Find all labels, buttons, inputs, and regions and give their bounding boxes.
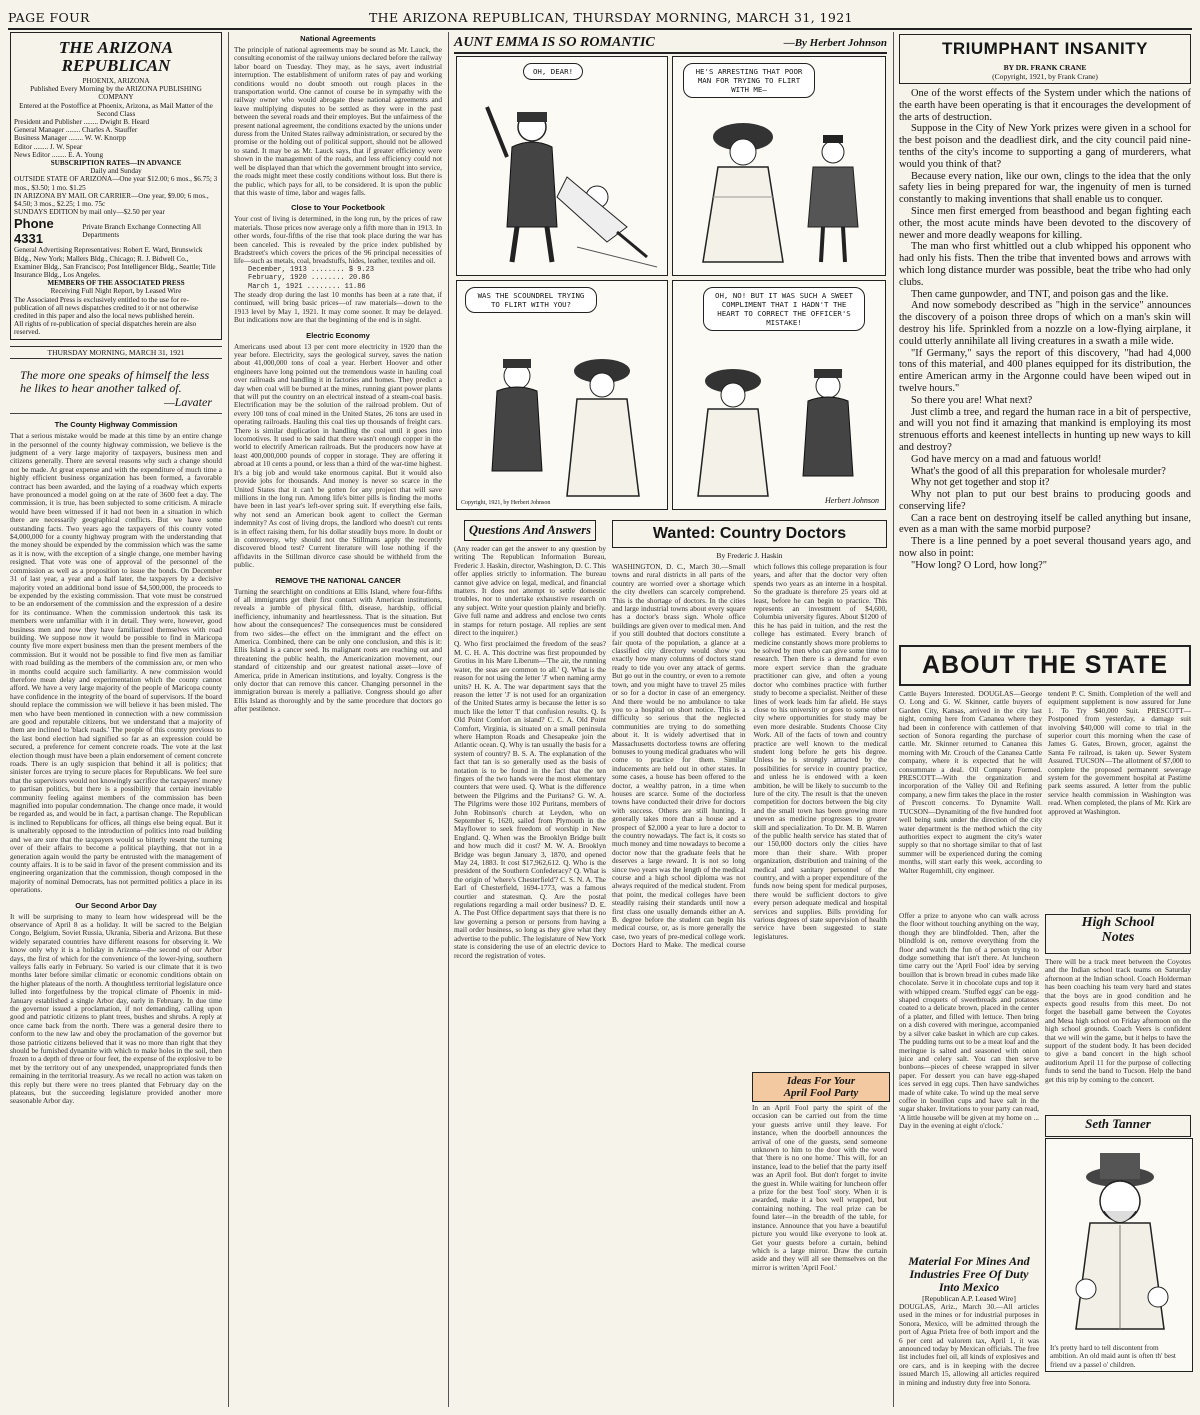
april-fool-article: [752, 1104, 887, 1404]
quote-attribution: —Lavater: [164, 394, 212, 409]
masthead-publisher: Published Every Morning by the ARIZONA PUBLISHING COMPANY: [30, 85, 202, 102]
price-row: March 1, 1921 ........ 11.86: [248, 282, 366, 291]
quote-text: The more one speaks of himself the less he likes to hear another talked of.: [20, 367, 210, 396]
comic-header: [454, 34, 887, 54]
editorial-body: Americans used about 13 per cent more electricity in 1920 than the year before. Electricity, says the geological survey, saves the nation about 41,000,000 tons of coal a year. Herbert Hoover and other engineers have long pointed out the tremendous waste in hauling coal over railroads and handling it in factories and homes. They predict a day when coal will be burned at the mines, running giant power plants that will put the country on an electrical instead of a steam-coal basis. Electrification may be the solution of the railroad problem. Out of every 100 tons of coal mined in the United States, 26 tons are used in operating railroads. Hauling this coal ties up thousands of freight cars. There is similar duplication in handling the coal until it goes into locomotives. It used to be said that there wasn't enough copper in the world to electrify American railroads. But the producers now have at least 400,000,000 pounds of copper in storage. They are offering it abroad at 10 cents a pound, or less than a third of the war-time highest. It's a big job and would take enormous capital. But it would also provide jobs for thousands. And money is never so scarce in the United States that it can't be gotten for any project that will save millions in the long run. Among life's bitter pills is finding the moths have been in last year's left-over spring suit. If everything else fails, why not send an American book agent to collect the German indemnity? As cost of living drops, the landlord who doesn't cut rents is in effect raising them, for his dollar steadily buys more. In doubt or in controversy, why should not the Stillmans apply the recently discovered blood test? Current literature will lose nothing if the affidavits in the Stillman divorce case should be withheld from the public.: [234, 341, 442, 570]
april-fool-heading: [752, 1072, 890, 1102]
price-row: December, 1913 ........ $ 9.23: [248, 265, 375, 274]
editorial-body: Turning the searchlight on conditions at Ellis Island, where four-fifths of all immigrants get their first contact with American institutions, reveals a jumble of physical filth, disease, hardship, official inefficiency, inhumanity and heartlessness. That is the situation. But how about the consequences? The consequences must be considered from two sides—the effect on the immigrant and the effect on America. Combined, there can be only one conclusion, and this is it: Ellis Island is a cancer seed. Its malignant roots are reaching out and threatening the public health, the Americanization movement, our standard of citizenship and our greatest national asset—love of America, pride in American institutions, and loyalty. Congress is the only doctor that can remove this cancer. Changing personnel in the immigration bureau is merely a palliative. Congress should go after Ellis Island as thoroughly and by the same procedure that doctors go after pestilence.: [234, 586, 442, 714]
comic-panel-3: [456, 280, 668, 510]
price-table: [234, 266, 442, 291]
policeman-arrest-drawing: [457, 57, 667, 275]
mines-body: DOUGLAS, Ariz., March 30.—All articles used in the mines or for industrial purposes in Sonora, Mexico, will be admitted through the port of Agua Prieta free of both import and the 6 per cent ad valorem tax, April 1, it was announced today by Mexican officials. The free list includes fuel oil, all kinds of explosives and ore cars, and is in keeping with the decree issued March 15, allowing all articles required in mining and industry duty free into Sonora.: [899, 1302, 1039, 1387]
masthead-entered: Entered at the Postoffice at Phoenix, Arizona, as Mail Matter of the Second Class: [19, 101, 213, 118]
triumphant-insanity-article: [899, 34, 1191, 639]
page-header: [8, 6, 1192, 30]
seth-tanner-caption: It's pretty hard to tell discontent from ambition. An old maid aunt is often th' best friend uv a passel o' children.: [1050, 1342, 1176, 1369]
paragraph: The man who first whittled out a club whipped his opponent who had only his fists. Then the tribe that invented bows and arrows with which long distance murder was possible, beat the tribe who had only clubs.: [899, 241, 1191, 288]
ad-representatives: General Advertising Representatives: Robert E. Ward, Brunswick Bldg., New York; Mallers Bldg., Chicago; R. J. Bidwell Co., Examiner Bldg., San Francisco; Post Intelligencer Bldg., Seattle; Title Insurance Bldg., Los Angeles.: [14, 246, 216, 280]
officer-questioning-drawing: [457, 281, 667, 509]
doctors-body: WASHINGTON, D. C., March 30.—Small towns and rural districts in all parts of the country are worried over a shortage which the city dwellers can scarcely comprehend. This is the shortage of doctors. In the cities and large industrial towns about every square has a doctor's brass sign. Whole office buildings are given over to medical men. And if you still doubted that doctors constitute a fair quota of the population, a glance at a classified city directory would show you exactly how many columns of doctors stand ready to tide you over any attack of germs. But go out in the country, or even to a remote town, and you might have to travel 25 miles or so for a doctor in case of an emergency. And there would be no ambulance to take you to a hospital on short notice. This is a difficulty so serious that the neglected communities are trying to do something about it. It is widely advertised that in Massachusetts doctorless towns are offering bonuses to young medical graduates who will come to practice for them. Similar inducements are held out in other states. In some cases, a house has been offered to the doctor, a wealthy patron, in a time when houses are scarce. Some of the doctorless towns have conducted their drive for doctors with success. Others are still hunting. It generally takes more than a house and a prospect of $2,000 a year to lure a doctor to the country nowadays. The fact is, it costs so much money and time nowadays to become a doctor now that the graduate feels that he deserves a large reward. It is not so long since two years was the length of the medical course and a high school diploma was not always required of the medical student. From that point, the medical colleges have been steadily raising their standards until now a first class one usually demands either an A. B. degree before the student can begin his medical course, or, as is more generally the case, two years of pre-medical college work. Doctors Hard to Make. The medical course which follows this college preparation is four years, and after that the doctor very often spends two years as an interne in a hospital. So the graduate is therefore 25 years old at least, before he can begin to practice. This represents an investment of $4,600, Columbia university figures. About $1200 of this he has paid in tuition, and the rest the college has estimated. Every branch of medicine constantly shows more problems to be solved by men who can give some time to research. Then there is a demand for even more expert service than the graduate practitioner can give, and often a young doctor who combines practice with further study to become a specialist. Neither of these lines of work leads him far afield. He stays close to his university or goes to some other city where opportunities for study may be even more desirable. Students Choose City Work. All of the facts of town and country practice are well known to the medical student long before he gets his degree. Unless he is strongly attracted by the possibilities for service in country practice, and unless he is endowed with a keen ambition, he will be likely to succumb to the lure of the city. The result is that the uneven competition for doctors between the big city and the small town has been growing more uneven as medicine progresses to greater skill and specialization. To Dr. M. B. Warren of the public health service has stated that of our 150,000 doctors only the cities have more than their share. With proper organization, distribution and training of the medical and sanitary personnel of the country, and with a proper expenditure of the funds now being spent for medical purposes, there would be sufficient doctors to give every person adequate medical and hospital services and supplies. Bills providing for various degrees of state supervision of health service have been suggested to state legislatures.: [612, 563, 887, 950]
editorial-heading: Our Second Arbor Day: [75, 900, 157, 910]
seth-tanner-cartoon: [1045, 1138, 1193, 1372]
triumph-body: [899, 88, 1191, 572]
paragraph: God have mercy on a mad and fatuous world!: [911, 453, 1102, 465]
april-fool-title-line: April Fool Party: [783, 1087, 859, 1099]
officer-line: General Manager ........ Charles A. Stauffer: [14, 126, 138, 135]
paragraph: One of the worst effects of the System under which the nations of the earth have been operating is that it encourages the development of the arts of destruction.: [899, 88, 1191, 123]
comic-panel-2: [672, 56, 886, 276]
phone-number: Phone 4331: [14, 216, 54, 247]
about-the-state: [899, 645, 1191, 903]
triumph-headline: TRIUMPHANT INSANITY: [899, 34, 1191, 63]
officer-line: Editor ........ J. W. Spear: [14, 142, 83, 151]
officer-line: Business Manager ........ W. W. Knorpp: [14, 134, 127, 143]
doctors-headline: Wanted: Country Doctors: [612, 520, 887, 548]
paragraph: So there you are! What next?: [911, 394, 1033, 406]
editorial-column-2: [234, 32, 442, 1407]
paragraph: Can a race bent on destroying itself be called anything but insane, even as a man with the same morbid purpose?: [899, 512, 1191, 536]
speech-balloon: WAS THE SCOUNDREL TRYING TO FLIRT WITH YOU?: [465, 287, 597, 313]
dateline: THURSDAY MORNING, MARCH 31, 1921: [10, 346, 222, 359]
qa-body: Q. Who first proclaimed the freedom of the seas? M. C. H. A. This doctrine was first propounded by Grotius in his Mare Liberum—'The air, the running water, the seas are common to all.' Q. What is the reason for not using the letter 'J' when naming army units? H. K. A. The war department says that the reason the letter 'J' is not used for an organization of the United States army is because the letter is so much like the letter 'I' that confusion results. Q. Is Old Point Comfort an island? C. C. A. Old Point Comfort, Virginia, is situated on a small peninsula where Hampton Roads and Chesapeake join the Atlantic ocean. Q. Why is tan usually the basis for a system of country? B. S. A. The explanation of the fact that tan is so generally used as the basis of notation is to be found in the fact that the ten fingers of the two hands were the most elementary counters that were used. Q. What is the difference between the Pilgrims and the Puritans? G. W. A. The Pilgrims were those 102 Puritans, members of John Robinson's church at Leyden, who on September 6, 1620, sailed from Plymouth in the Mayflower to seek freedom of worship in New England. Q. When was the Brooklyn Bridge built and how much did it cost? M. W. A. Brooklyn Bridge was begun January 3, 1870, and opened May 24, 1883. It cost $17,962,612. Q. Who is the president of the Southern Confederacy? Q. What is the origin of 'where's Chesterfield'? C. S. N. A. The Earl of Chesterfield, 1694-1773, was a famous courtier and statesman. Q. Are the postal regulations regarding a mail order business? D. E. A. The Post Office department says that there is no law governing a person or persons from having a mail order business, so long as they give what they advertise to the public. The legislature of New York state is considering the use of an electric device to record the registration of votes.: [454, 639, 606, 960]
editorial-heading: Close to Your Pocketbook: [291, 203, 385, 213]
rate-line: IN ARIZONA BY MAIL OR CARRIER—One year, $9.00; 6 mos., $4.50; 3 mos., $2.25; 1 mo. 75c: [14, 191, 209, 209]
rate-line: OUTSIDE STATE OF ARIZONA—One year $12.00; 6 mos., $6.75; 3 mos., $3.50; 1 mo. $1.25: [14, 175, 218, 192]
doctors-byline: By Frederic J. Haskin: [716, 551, 783, 560]
masthead-city: PHOENIX, ARIZONA: [82, 77, 150, 85]
paragraph: Just climb a tree, and regard the human race in a bit of perspective, and will you not find it amazing that mankind is employing its most strenuous efforts and keenest intellects in hunting up new ways to kill and destroy?: [899, 406, 1191, 453]
speech-balloon: OH, NO! BUT IT WAS SUCH A SWEET COMPLIMENT THAT I HADN'T THE HEART TO CORRECT THE OFFICER'S MISTAKE!: [703, 287, 865, 331]
officer-line: President and Publisher ........ Dwight B. Heard: [14, 118, 150, 127]
rates-heading: SUBSCRIPTION RATES—IN ADVANCE: [50, 159, 182, 168]
qa-intro: (Any reader can get the answer to any question by writing The Republican Information Bureau, Frederic J. Haskin, director, Washington, D. C. This offer applies strictly to information. The bureau cannot give advice on legal, medical, and financial matters. It does not attempt to settle domestic troubles, nor to undertake exhaustive research on any subject. Write your question plainly and briefly. Give full name and address and enclose two cents in stamps for return postage. All replies are sent direct to the inquirer.): [454, 544, 606, 638]
column-rule: [448, 32, 449, 1407]
state-headline: ABOUT THE STATE: [899, 645, 1191, 686]
officer-line: News Editor ........ E. A. Young: [14, 150, 104, 159]
comic-copyright: Copyright, 1921, by Herbert Johnson: [461, 500, 551, 506]
rights-notice: All rights of re-publication of special dispatches herein are also reserved.: [14, 320, 197, 337]
editorial-body: The steady drop during the last 10 months has been at a rate that, if continued, will bring basic prices—of raw materials—down to the 1913 level by May 1, 1921. It may come sooner. It may be delayed. But indications now are that the beginning of the end is in sight.: [234, 289, 442, 325]
masthead-box: [10, 32, 222, 340]
april-fool-body: In an April Fool party the spirit of the occasion can be carried out from the time your guests arrive until they leave. For instance, when the doorbell announces the arrival of one of the guests, send someone unknown to him to the door with the word that 'there is no one home.' This will, for an instance, lead to the belief that the party itself was an April fool. But don't forget to invite the guest in. While waiting for luncheon offer a prize for the best 'fool' story. When it is awarded, make it a box well wrapped, but containing nothing. The real prize can be found later—in the breadth of the table, for instance. Announce that you have a beautiful picture you would like everyone to look at. Get your guests before a curtain, behind which is a large mirror. Draw the curtain aside and they will all see themselves on the mirror is written 'April Fool.': [752, 1104, 887, 1272]
party-tips-body: Offer a prize to anyone who can walk across the floor without touching anything on the way, though they are blindfolded. Then, after the blindfold is on, remove everything from the floor and watch the fun of a person trying to dodge something that isn't there. At luncheon time carry out the 'April Fool' idea by serving bouillon that is brown bread in cubes made like chocolate. Serve it in chocolate cups and top it with whipped cream. 'Stuffed eggs' can be egg-shaped croquets of sweetbreads and potatoes coated to a delicate brown, placed in the center of a platter, and filled with lettuce. Then bring on a dish covered with meringue, accompanied by a silver cake basket in which are cup cakes. The pudding turns out to be a meat loaf and the meringue is salted and seasoned with onion juice and celery salt. You can then serve bonbons—pieces of cheese wrapped in silver paper. For dessert you can have egg-shaped ices served in egg cups. Then have sandwiches made of white cake. To wind up the meal serve coffee in bouillon cups and have salt in the sugar shaker. Invitations to your party can read, 'A little housebe will be given at my home on ... Day in the evening at eight o'clock.': [899, 912, 1039, 1131]
mines-article: [899, 1255, 1039, 1408]
paragraph: Because every nation, like our own, clings to the idea that the only safety lies in being prepared for war, the ingenuity of men is turned constantly to making inventions that shall enable us to conquer.: [899, 170, 1191, 206]
paragraph: Then came gunpowder, and TNT, and poison gas and the like.: [911, 288, 1169, 300]
editorial-body: It will be surprising to many to learn how widespread will be the observance of April 8 as a holiday. It will be sacred to the Belgian Congo, Belgium, Soviet Russia, Ukrania, Siberia and Arizona. But these widely separated countries have different reasons for observing it. We know only why it is a holiday in Arizona—the second of our Arbor days, the first of which for the convenience of the lower-lying, southern valleys falls early in February. So varied is our climate that it is two months later before similar climatic or economic conditions obtain on the higher plateaus of the north. A thoughtless territorial legislature once lulled into forgetfulness by the tropical climate of Phoenix in mid-January established a single Arbor day, early in February. In due time the governor issued a proclamation, if not demanding, calling upon good and patriotic citizens to plant trees, bushes and shrubs. A reply at once came back from the north. There was a general desire there to conform to the new law and obey the proclamation of the governor but those patriotic citizens believed that it was no more than right that they should be furnished dynamite with which to make holes in the soil, then frozen to a depth of three or four feet, the expense of the explosive to be met by the territory out of any unexpended, unappropriated funds then remaining in the territorial treasury. As we recall no action was taken on this reply but there were no trees planted that February day on the plateaus, but the succeeding legislature provided another more seasonable Arbor day.: [10, 911, 222, 1106]
editorial-body: Your cost of living is determined, in the long run, by the prices of raw materials. Those prices now average only a fifth more than in 1913. In other words, four-fifths of the rise that took place during the war has been canceled. This is revealed by the price index published by Bradstreet's which covers the prices of the 96 principal necessities of life—such as metals, coal, breadstuffs, hides, leather, textiles and oil.: [234, 214, 442, 266]
triumph-byline-box: [899, 63, 1191, 84]
comic-strip: [454, 34, 887, 512]
paragraph: Since men first emerged from beasthood and began fighting each other, the most acute minds have been devoted to the discovery of newer and more deadly weapons for killing.: [899, 205, 1191, 241]
column-rule: [228, 32, 229, 1407]
qa-column: [454, 520, 606, 1407]
price-row: February, 1920 ........ 20.86: [248, 274, 370, 283]
paragraph: Suppose in the City of New York prizes were given in a school for the best poison and the deadliest dirk, and the city council paid nine-tenths of the city's income to supporting a gang of murderers, what would you think of that?: [899, 123, 1191, 170]
state-news-left: Cattle Buyers Interested. DOUGLAS—George O. Long and G. W. Skinner, cattle buyers of Garden City, Kansas, arrived in the city last night, coming here from Cananea where they had been in conference with cattlemen of that section of Sonora regarding the purchase of cattle. Mr. Skinner returned to Cananea this morning with Mr. Crouch of the Cananea Cattle company, where it is expected that he will consummate a deal. Oil Company Formed. PRESCOTT—With the organization and incorporation of the Valley Oil and Refining company, a new firm takes the place in the roster of Prescott concerns. To Dynamite Wall. TUCSON—Dynamiting of the five hundred foot well being sunk under the direction of the city water department is the method which the city authorities expect to augment the city's water supply so that no shortage similar to that of last summer will be experienced during the coming months, will start early this week, according to Walter Rugernhill, city engineer.: [899, 690, 1042, 875]
page-number: PAGE FOUR: [8, 9, 90, 25]
high-school-notes-heading: [1045, 914, 1191, 954]
ap-subheading: Receiving Full Night Report, by Leased Wire: [50, 287, 182, 296]
editorial-heading: The County Highway Commission: [54, 420, 178, 430]
seth-tanner-drawing: [1046, 1139, 1192, 1339]
editorial-heading: REMOVE THE NATIONAL CANCER: [275, 575, 401, 585]
comic-panel-4: [672, 280, 886, 510]
paragraph: What's the good of all this preparation for wholesale murder?: [911, 465, 1166, 477]
triumph-byline: BY DR. FRANK CRANE: [1003, 63, 1087, 72]
seth-tanner-title: Seth Tanner: [1045, 1115, 1191, 1137]
paragraph: There is a line penned by a poet several thousand years ago, and now also in point:: [899, 536, 1191, 560]
comic-byline: —By Herbert Johnson: [783, 37, 887, 49]
quote-box: [10, 365, 222, 415]
editorial-heading: National Agreements: [300, 34, 376, 43]
paragraph: And now somebody described as "high in the service" announces the discovery of a poison three drops of which on a man's skin will destroy his life. Sprinkled from a nozzle on a low-flying airplane, it could utterly annihilate all living creatures in a swath a mile wide.: [899, 300, 1191, 347]
ap-heading: MEMBERS OF THE ASSOCIATED PRESS: [47, 279, 185, 288]
paragraph: "If Germany," says the report of this discovery, "had had 4,000 tons of this material, and 400 planes equipped for its distribution, the entire American army in the Argonne could have been wiped out in twelve hours.": [899, 347, 1191, 394]
column-rule: [893, 32, 894, 1407]
april-fool-title-line: Ideas For Your: [786, 1075, 856, 1087]
high-school-notes-title-line: Notes: [1101, 930, 1135, 945]
editorial-body: The principle of national agreements may be sound as Mr. Lauck, the consulting economist of the railway unions declared before the railway labor board on Tuesday. They may, as he says, avert industrial interruption. The establishment of uniform rates of pay and working conditions would no doubt smooth out rough places in the transportation world. One cannot of course be in sympathy with the railway owner who would abrogate these national agreements and leave multiplying disputes to be settled as they were in the past between the several roads and their employes. But the unfairness of the present national agreement, the conditions exacted by the unions under duress from the United States railway administration, or secured by the promise or the holding out of political support, should not be allowed to stand. It may be as Mr. Lauck says, that if greater efficiency were shown in the management of the roads, and less efficiency could not well be displayed than that which the government brought into service, the roads might meet these costly conditions without loss. But there is the public, which pays for all, to be considered. It is upon the public that this waste of time, labor and wages falls.: [234, 45, 442, 197]
paper-title-date: THE ARIZONA REPUBLICAN, THURSDAY MORNING, MARCH 31, 1921: [368, 9, 853, 25]
phone-note: Private Branch Exchange Connecting All Departments: [82, 223, 201, 240]
speech-balloon: HE'S ARRESTING THAT POOR MAN FOR TRYING TO FLIRT WITH ME—: [683, 63, 815, 98]
rates-subheading: Daily and Sunday: [90, 167, 142, 176]
triumph-copyright: (Copyright, 1921, by Frank Crane): [992, 72, 1098, 81]
comic-signature: Herbert Johnson: [825, 496, 879, 505]
high-school-notes-body: There will be a track meet between the Coyotes and the Indian school track teams on Saturday afternoon at the Indian school. Coach Holderman has been coaching his team very hard and states that the boys are in good condition and he expects good results from this meet. Do not forget the baseball game between the Coyotes and Mesa high school on Friday afternoon on the high school grounds. Coach Veers is confident that we will win the game, but it helps to have the support of the student body. It has been decided to give a band concert in the high school auditorium April 11 for the purpose of collecting funds to send the band to Tucson. Help the band get this trip by coming to the concert.: [1045, 958, 1191, 1084]
mines-source: [Republican A.P. Leased Wire]: [922, 1294, 1016, 1303]
paragraph: Why not plan to put our best brains to producing goods and conserving life?: [899, 489, 1191, 512]
high-school-notes-article: [1045, 958, 1191, 1108]
editorial-body: That a serious mistake would be made at this time by an entire change in the personnel of the county highway commission, we believe is the judgment of a very large majority of taxpayers, business men and citizens generally. There are several reasons why such a change should not be made. At great expense and with the expenditure of much time a highly efficient business organization has been formed, a favorable contract has been awarded, and the laying of a roadway which experts have pronounced a model going on at the rate of 3600 feet a day. The commission, it is true, has been subjected to some criticism. A miracle would have been witnessed if it had not been in a situation in which there are necessarily geographical conflicts. But we have some outstanding facts. Two years ago the taxpayers of this county voted $4,000,000 for a county highway program with the understanding that the money should be expended by the commission which was the same as it is now, with the exception of a single change, one member having resigned. That vote was one of approval of the personnel of the commission as well as a proposition to issue the bonds. On December 31 of last year, a year and a half later, the taxpayers by a decisive majority voted an additional bond issue of $4,500,000, the proceeds to be expended by the existing commission. That vote must be construed to be an endorsement of the commission and the expression of a desire for its continuance. When the commission undertook this task its members were unfamiliar with it in detail. They were, however, good business men and now they have familiarized themselves with road building. We suppose now it would be possible to find in Maricopa county five more expert business men than the present members of the commission. But it would not be possible to find five men as familiar with road building as the members of the commission are, or men who in months could acquire such familiarity. A new commission would therefore mean delay and experimentation which the county cannot afford. We have a very large majority of the people of Maricopa county have confidence in the integrity of the board of supervisors. If the board should replace the commission we will believe it has been misled. The men who have been mentioned in connection with a new commission are good and reputable citizens, but we understand that a majority of them are inclined to 'black roads.' The people of this county previous to the last bond election had signified so far as an expression could be secured, a preference for cement concrete roads. The vote at the last election though must have been a plain endorsement of cement concrete roads. There is an ugly suspicion that behind it all is politics; that sinister forces are trying to secure places for Republicans. We feel sure that the supervisors would not knowingly sacrifice the taxpayers' money to partisan politics, but there is a possibility that certain inevitable community feeling against members of the commission has been magnified into popular condemnation. The change once made, it would be regarded as, and would be in fact, a partisan change. The Republican is inclined to Republicans for offices, all things else being equal. But it is unalterably opposed to the introduction of politics into road building and we are sure that the taxpayers would so bitterly resent the turning over of their affairs to become a political plaything, that not in a generation again would the party be entrusted with the management of county affairs. It is to be said in favor of the present commission and its engineering organization that the commission, though composed in the majority of nominal Democrats, has not permitted politics a place in its operations.: [10, 431, 222, 895]
comic-title: AUNT EMMA IS SO ROMANTIC: [454, 35, 655, 50]
editorial-heading: Electric Economy: [306, 330, 370, 340]
rate-line: SUNDAYS EDITION by mail only—$2.50 per year: [14, 208, 165, 217]
paragraph: "How long? O Lord, how long?": [911, 559, 1048, 571]
paragraph: Why not get together and stop it?: [911, 477, 1050, 489]
comic-panel-1: [456, 56, 668, 276]
editorial-column-1: [10, 32, 222, 1407]
masthead-title: THE ARIZONA REPUBLICAN: [58, 38, 174, 75]
state-news-right: tendent P. C. Smith. Completion of the well and equipment supplement is now assured for June 1. To Try $40,000 Suit. PRESCOTT—Postponed from yesterday, a damage suit involving $40,000 will come to trial in the superior court this morning when the case of James G. Gates, Brown, grocer, against the Santa Fe railroad, is taken up. Sewer System Assured. TUCSON—The allotment of $7,000 to complete the proposed permanent sewerage system for the government hospital at Pastime park seems assured. A letter from the public service health commission in Washington was read. When completed, the plans of Mr. Kirk are approved at Washington.: [1048, 690, 1191, 816]
mines-headline: Material For Mines And Industries Free Of Duty Into Mexico: [908, 1255, 1030, 1294]
high-school-notes-title-line: High School: [1081, 915, 1155, 930]
speech-balloon: OH, DEAR!: [523, 63, 583, 80]
qa-title: Questions And Answers: [464, 520, 596, 541]
ap-notice: The Associated Press is exclusively entitled to the use for re-publication of all news dispatches credited to it or not otherwise credited in this paper and also the local news published herein.: [14, 295, 199, 321]
